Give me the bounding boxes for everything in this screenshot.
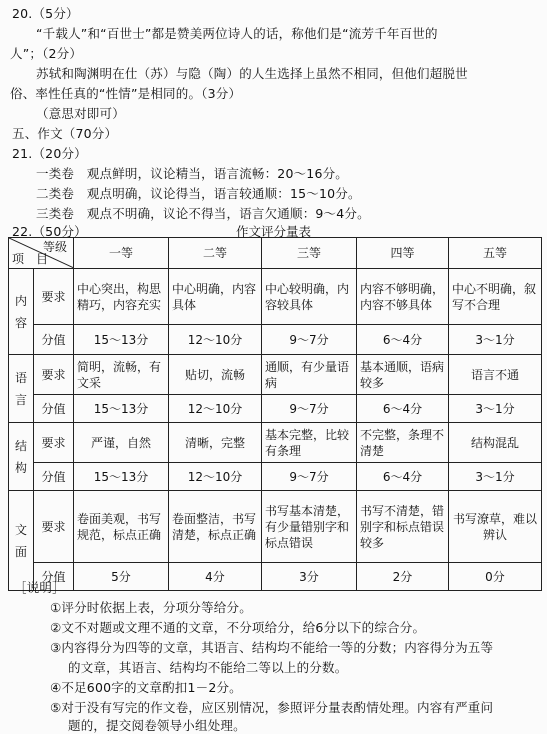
score-cell: 4分 <box>169 563 262 591</box>
score-cell: 2分 <box>357 563 449 591</box>
q20-line-3: 苏轼和陶渊明在仕（苏）与隐（陶）的人生选择上虽然不相同，但他们超脱世 <box>36 66 468 81</box>
q20-heading: 20.（5分） <box>12 6 79 21</box>
score-cell: 6～4分 <box>357 463 449 491</box>
table-caption: 作文评分量表 <box>235 224 311 239</box>
q21-heading: 21.（20分） <box>12 146 87 161</box>
note-item: ⑤对于没有写完的作文卷，应区别情况，参照评分量表酌情处理。内容有严重问 <box>50 700 494 715</box>
score-cell: 15～13分 <box>74 463 169 491</box>
note-item: ①评分时依据上表，分项分等给分。 <box>50 600 252 615</box>
score-cell: 9～7分 <box>262 463 357 491</box>
requirement-cell: 卷面美观，书写规范，标点正确 <box>74 491 169 563</box>
score-cell: 3～1分 <box>449 463 542 491</box>
table-header-row <box>9 238 542 269</box>
requirement-cell: 内容不够明确，内容不够具体 <box>357 269 449 325</box>
requirement-label: 要求 <box>34 423 74 463</box>
requirement-cell: 语言不通 <box>449 355 542 395</box>
score-cell: 3～1分 <box>449 325 542 355</box>
requirement-cell: 中心突出，构思精巧，内容充实 <box>74 269 169 325</box>
requirement-cell: 不完整，条理不清楚 <box>357 423 449 463</box>
q21-grade-2: 二类卷 观点明确，议论得当，语言较通顺：15～10分。 <box>36 186 361 201</box>
level-header: 三等 <box>262 238 357 269</box>
table-corner-cell <box>9 238 74 269</box>
requirement-cell: 书写潦草，难以辨认 <box>449 491 542 563</box>
score-cell: 5分 <box>74 563 169 591</box>
requirement-label: 要求 <box>34 491 74 563</box>
note-item-continued: 题的，提交阅卷领导小组处理。 <box>68 718 246 733</box>
score-label: 分值 <box>34 563 74 591</box>
table-row <box>9 423 542 463</box>
level-header: 四等 <box>357 238 449 269</box>
table-row <box>9 325 542 355</box>
q21-grade-3: 三类卷 观点不明确，议论不得当，语言欠通顺：9～4分。 <box>36 206 370 221</box>
score-cell: 6～4分 <box>357 325 449 355</box>
table-row <box>9 355 542 395</box>
requirement-label: 要求 <box>34 269 74 325</box>
requirement-label: 要求 <box>34 355 74 395</box>
q20-line-4: 俗、率性任真的“性情”是相同的。（3分） <box>10 86 242 101</box>
q20-line-2: 人”；（2分） <box>10 46 83 61</box>
q21-grade-1: 一类卷 观点鲜明，议论精当，语言流畅：20～16分。 <box>36 166 349 181</box>
score-cell: 12～10分 <box>169 395 262 423</box>
table-row <box>9 491 542 563</box>
requirement-cell: 简明，流畅，有文采 <box>74 355 169 395</box>
score-label: 分值 <box>34 395 74 423</box>
requirement-cell: 中心明确，内容具体 <box>169 269 262 325</box>
score-cell: 6～4分 <box>357 395 449 423</box>
requirement-cell: 严谨，自然 <box>74 423 169 463</box>
q20-line-1: “千载人”和“百世士”都是赞美两位诗人的话，称他们是“流芳千年百世的 <box>36 26 438 41</box>
note-item: ④不足600字的文章酌扣1－2分。 <box>50 680 242 695</box>
requirement-cell: 卷面整洁，书写清楚，标点正确 <box>169 491 262 563</box>
score-cell: 12～10分 <box>169 463 262 491</box>
score-cell: 12～10分 <box>169 325 262 355</box>
table-row <box>9 269 542 325</box>
requirement-cell: 书写基本清楚，有少量错别字和标点错误 <box>262 491 357 563</box>
q20-note: （意思对即可） <box>36 106 125 121</box>
notes-heading: ［说明］ <box>14 580 65 595</box>
level-header: 一等 <box>74 238 169 269</box>
requirement-cell: 中心不明确，叙写不合理 <box>449 269 542 325</box>
row-name-presentation: 文 面 <box>9 491 34 591</box>
score-label: 分值 <box>34 325 74 355</box>
level-header: 五等 <box>449 238 542 269</box>
note-item: ②文不对题或文理不通的文章，不分项给分，给6分以下的综合分。 <box>50 620 426 635</box>
requirement-cell: 清晰，完整 <box>169 423 262 463</box>
note-item-continued: 的文章，其语言、结构均不能给二等以上的分数。 <box>68 660 348 675</box>
score-cell: 15～13分 <box>74 395 169 423</box>
score-cell: 9～7分 <box>262 395 357 423</box>
table-row <box>9 463 542 491</box>
requirement-cell: 基本完整，比较有条理 <box>262 423 357 463</box>
requirement-cell: 基本通顺，语病较多 <box>357 355 449 395</box>
row-name-content: 内 容 <box>9 269 34 355</box>
section-5-title: 五、作文（70分） <box>12 126 118 141</box>
requirement-cell: 书写不清楚，错别字和标点错误较多 <box>357 491 449 563</box>
requirement-cell: 通顺，有少量语病 <box>262 355 357 395</box>
note-item: ③内容得分为四等的文章，其语言、结构均不能给一等的分数；内容得分为五等 <box>50 640 494 655</box>
corner-label-level: 等级 <box>42 240 67 254</box>
score-cell: 3分 <box>262 563 357 591</box>
score-label: 分值 <box>34 463 74 491</box>
score-cell: 15～13分 <box>74 325 169 355</box>
scoring-table <box>8 237 542 591</box>
score-cell: 0分 <box>449 563 542 591</box>
score-cell: 9～7分 <box>262 325 357 355</box>
score-cell: 3～1分 <box>449 395 542 423</box>
corner-label-item: 项 目 <box>12 252 49 266</box>
requirement-cell: 中心较明确，内容较具体 <box>262 269 357 325</box>
row-name-language: 语 言 <box>9 355 34 423</box>
requirement-cell: 结构混乱 <box>449 423 542 463</box>
table-row <box>9 563 542 591</box>
requirement-cell: 贴切，流畅 <box>169 355 262 395</box>
q22-heading: 22.（50分） <box>12 224 87 239</box>
row-name-structure: 结 构 <box>9 423 34 491</box>
table-row <box>9 395 542 423</box>
level-header: 二等 <box>169 238 262 269</box>
